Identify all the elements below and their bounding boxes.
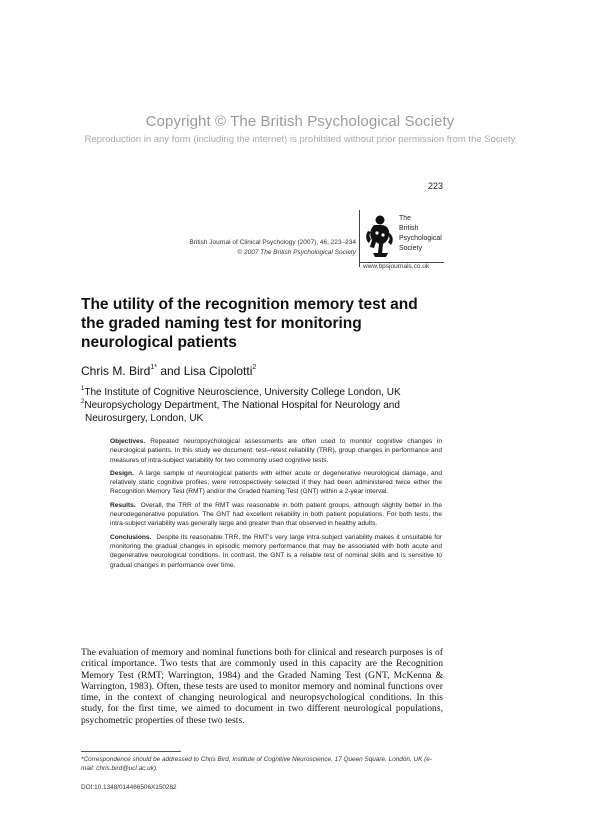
abstract-objectives: Objectives. Repeated neuropsychological assessments are often used to monitor cognitive changes in neurological patients. In this study we document: test–retest reliability (TRR), group changes in performance and measures of intra-subject variability for two commonly used cognitive tests.: [110, 438, 442, 464]
website-link[interactable]: www.bpsjournals.co.uk: [363, 263, 430, 270]
society-name: The British Psychological Society: [399, 215, 442, 252]
abstract-design: Design. A large sample of neurological patients with either acute or degenerative neurological damage, and relatively static cognitive profiles, were retrospectively selected if they had been administered twice either the Recognition Memory Test (RMT) and/or the Graded Naming Test (GNT) within a 2-year interval.: [110, 469, 442, 496]
copyright-watermark: Copyright © The British Psychological Society: [145, 113, 455, 130]
body-paragraph: The evaluation of memory and nominal functions both for clinical and research purposes is of critical importance. Two tests that are commonly used in this capacity are the Recognition Memory Test (RMT; Warrington, 1984) and the Graded Naming Test (GNT, McKenna & Warrington, 1983). Often, these tests are used to monitor memory and nominal functions over time, in the context of changing neurological and neuropsychological conditions. In this study, for the first time, we aimed to document in two different neurological populations, psychometric properties of these two tests.: [81, 647, 443, 726]
author-name: Chris M. Bird: [81, 364, 151, 378]
reproduction-notice: Reproduction in any form (including the internet) is prohibited without prior permission from the Society: [84, 134, 516, 145]
journal-info: [189, 238, 356, 258]
author-conjunction: and: [160, 364, 181, 378]
affiliation-1: $^1$The Institute of Cognitive Neuroscience, University College London, UK: [81, 386, 401, 398]
article-title: The utility of the recognition memory test and the graded naming test for monitoring neurological patients: [81, 296, 418, 351]
author-superscript: 2: [252, 364, 257, 371]
correspondence-footnote: *Correspondence should be addressed to Chris Bird, Institute of Cognitive Neuroscience, 17 Queen Square, London, UK (e-mail: chris.bird@ucl.ac.uk).: [81, 756, 432, 772]
abstract-results: Results. Overall, the TRR of the RMT was reasonable in both patient groups, although slightly better in the neurodegenerative population. The GNT had excellent reliability in both patient populations. For both tests, the intra-subject variability was generally large and greater than that observed in healthy adults.: [110, 501, 442, 528]
footnote-divider: [81, 751, 181, 752]
journal-copyright: © 2007 The British Psychological Society: [237, 249, 356, 256]
journal-citation: British Journal of Clinical Psychology (2007), 46, 223–234: [189, 239, 356, 246]
affiliation-2: $^2$Neuropsychology Department, The National Hospital for Neurology and Neurosurgery, London, UK: [81, 399, 400, 424]
header-divider: [359, 210, 360, 267]
author-name: Lisa Cipolotti: [183, 364, 253, 378]
doi: DOI:10.1348/014466506X150282: [81, 784, 177, 791]
author-superscript: 1*: [150, 364, 157, 371]
author-line: [81, 364, 256, 378]
abstract-conclusions: Conclusions. Despite its reasonable TRR, the RMT's very large intra-subject variability makes it unsuitable for monitoring the gradual changes in episodic memory performance that may be associated with both acute and degenerative neurological conditions. In contrast, the GNT is a reliable test of nominal skills and is sensitive to gradual changes in performance over time.: [110, 533, 442, 569]
society-logo-icon: [364, 213, 395, 259]
page-number: 223: [427, 181, 443, 191]
abstract: [110, 437, 442, 574]
